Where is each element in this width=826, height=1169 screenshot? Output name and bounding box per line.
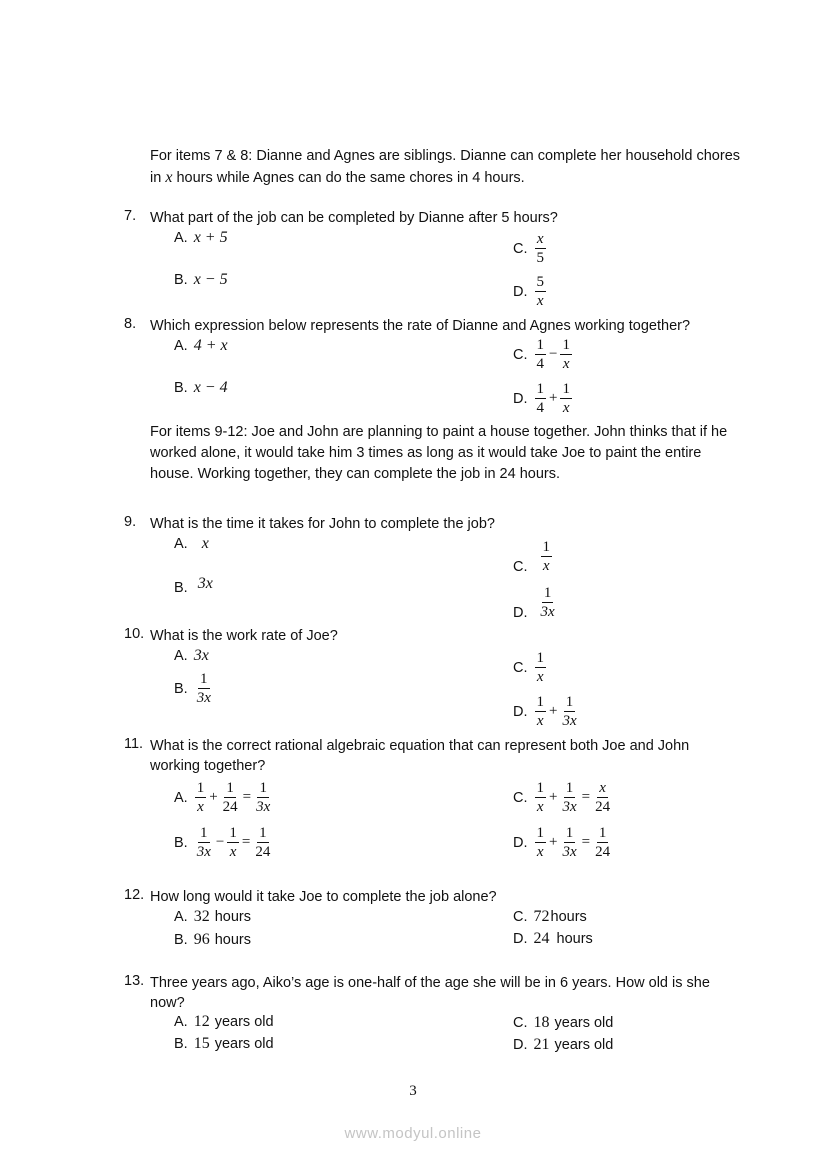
intro-text: For items 7 & 8: Dianne and Agnes are siblings. Dianne can complete her household chores in: [150, 148, 741, 186]
numerator: 1: [536, 381, 544, 397]
denominator: x: [229, 844, 237, 860]
question-number: 8.: [124, 316, 137, 332]
option-b[interactable]: [174, 824, 273, 861]
question-number: 9.: [124, 514, 137, 530]
question-text: How long would it take Joe to complete the job alone?: [150, 889, 497, 905]
fraction: [535, 273, 547, 310]
fraction: [560, 779, 578, 816]
denominator: x: [536, 293, 544, 309]
option-value: 24: [533, 930, 550, 947]
fraction: [593, 824, 612, 861]
option-label: D.: [513, 605, 528, 621]
equals-sign: =: [242, 789, 252, 805]
denominator: 24: [595, 799, 611, 815]
equals-sign: =: [581, 789, 591, 805]
plus-sign: +: [549, 834, 558, 850]
fraction: [539, 584, 557, 621]
option-unit: hours: [214, 932, 251, 948]
fraction: [227, 824, 239, 861]
option-b[interactable]: [174, 379, 228, 397]
fraction: [195, 670, 213, 707]
denominator: 4: [536, 400, 544, 416]
option-label: C.: [513, 789, 528, 806]
option-value: 21: [533, 1036, 550, 1053]
option-label: B.: [174, 680, 188, 697]
question-number: 11.: [124, 736, 144, 752]
question-text: What is the correct rational algebraic equation that can represent both Joe and John working together?: [150, 738, 690, 774]
variable-x: x: [165, 169, 173, 186]
option-label: D.: [513, 283, 528, 300]
numerator: 1: [536, 337, 544, 353]
option-label: A.: [174, 536, 188, 552]
denominator: 3x: [562, 799, 577, 815]
denominator: 24: [222, 799, 238, 815]
option-c[interactable]: [513, 649, 547, 686]
option-b[interactable]: [174, 271, 228, 289]
option-d[interactable]: [513, 273, 547, 310]
option-value: 12: [193, 1013, 210, 1030]
denominator: 3x: [196, 844, 211, 860]
option-label: B.: [174, 380, 188, 396]
numerator: 1: [565, 694, 574, 710]
numerator: 1: [536, 780, 544, 796]
option-c[interactable]: [513, 779, 613, 816]
option-a[interactable]: [174, 337, 228, 355]
instructions-items-9-12: For items 9-12: Joe and John are planning to paint a house together. John thinks that if he worked alone, it would take him 3 times as long as it would take Joe to paint the entire house. Working together, they can complete the job in 24 hours.: [150, 424, 728, 482]
option-label: A.: [174, 648, 188, 664]
question-text: What part of the job can be completed by Dianne after 5 hours?: [150, 210, 558, 226]
option-value: 15: [193, 1035, 210, 1052]
option-label: C.: [513, 659, 528, 676]
denominator: x: [536, 844, 544, 860]
denominator: x: [562, 400, 570, 416]
numerator: 1: [565, 825, 574, 841]
option-d[interactable]: [513, 693, 580, 730]
numerator: 1: [562, 381, 570, 397]
fraction: [195, 779, 207, 816]
option-a[interactable]: [174, 647, 209, 665]
page-number: 3: [409, 1083, 417, 1099]
option-label: B.: [174, 834, 188, 851]
fraction: [535, 693, 547, 730]
option-a[interactable]: [174, 908, 251, 926]
question-text: Three years ago, Aiko’s age is one-half of the age she will be in 6 years. How old is she now?: [150, 975, 710, 1011]
fraction: [560, 380, 572, 417]
option-b[interactable]: [174, 1035, 274, 1053]
fraction: [560, 824, 578, 861]
question-text: Which expression below represents the rate of Dianne and Agnes working together?: [150, 318, 691, 334]
denominator: 4: [536, 356, 544, 372]
instructions-items-7-8: [150, 146, 740, 189]
option-value: 96: [193, 931, 210, 948]
denominator: x: [542, 558, 550, 574]
option-expression: x − 5: [193, 271, 228, 288]
denominator: x: [536, 713, 544, 729]
option-label: A.: [174, 789, 188, 806]
option-label: D.: [513, 1037, 528, 1053]
numerator: 1: [536, 825, 544, 841]
option-label: B.: [174, 932, 188, 948]
option-unit: years old: [554, 1037, 614, 1053]
numerator: 1: [196, 780, 205, 796]
numerator: 1: [562, 337, 570, 353]
option-b[interactable]: [174, 670, 214, 707]
option-label: D.: [513, 703, 528, 720]
numerator: 1: [536, 694, 544, 710]
option-value: 72: [533, 908, 550, 925]
option-label: A.: [174, 1014, 188, 1030]
question-number: 12.: [124, 887, 145, 903]
numerator: 1: [598, 825, 607, 841]
fraction: [535, 649, 547, 686]
fraction: [560, 336, 572, 373]
fraction: [535, 824, 547, 861]
intro-text: hours while Agnes can do the same chores in 4 hours.: [172, 170, 525, 186]
numerator: x: [536, 231, 544, 247]
fraction: [254, 779, 272, 816]
option-d[interactable]: [513, 1036, 613, 1054]
option-label: D.: [513, 931, 528, 947]
fraction: [560, 693, 578, 730]
option-c[interactable]: [513, 230, 547, 267]
plus-sign: +: [209, 789, 218, 805]
denominator: x: [536, 669, 544, 685]
denominator: x: [562, 356, 570, 372]
option-unit: years old: [214, 1014, 274, 1030]
option-value: 32: [193, 908, 210, 925]
option-expression: 4 + x: [193, 337, 228, 354]
option-label: C.: [513, 346, 528, 363]
watermark: www.modyul.online: [344, 1125, 482, 1142]
question-number: 13.: [124, 973, 145, 989]
option-a[interactable]: [174, 535, 209, 553]
option-label: B.: [174, 580, 188, 596]
option-label: A.: [174, 909, 188, 925]
equals-sign: =: [581, 834, 591, 850]
option-unit: hours: [556, 931, 593, 947]
option-unit: years old: [554, 1015, 614, 1031]
option-c[interactable]: [513, 336, 573, 373]
fraction: [541, 538, 553, 575]
option-unit: hours: [550, 909, 587, 925]
denominator: x: [536, 799, 544, 815]
option-d[interactable]: [513, 824, 613, 861]
option-expression: x − 4: [193, 379, 228, 396]
fraction: [221, 779, 240, 816]
plus-sign: +: [549, 703, 558, 719]
option-expression: x: [201, 535, 209, 552]
numerator: 1: [259, 780, 267, 796]
option-unit: years old: [214, 1036, 274, 1052]
question-number: 7.: [124, 208, 137, 224]
option-c[interactable]: [513, 1014, 613, 1032]
option-c[interactable]: [513, 538, 553, 575]
option-label: C.: [513, 240, 528, 257]
question-text: What is the work rate of Joe?: [150, 628, 338, 644]
equals-sign: =: [241, 834, 251, 850]
numerator: 1: [200, 671, 208, 687]
minus-sign: −: [215, 834, 225, 850]
option-c[interactable]: [513, 908, 587, 926]
option-label: D.: [513, 390, 528, 407]
option-label: B.: [174, 1036, 188, 1052]
option-a[interactable]: [174, 229, 228, 247]
option-value: 18: [533, 1014, 550, 1031]
numerator: 1: [226, 780, 234, 796]
option-b[interactable]: [174, 575, 213, 597]
numerator: 1: [565, 780, 574, 796]
option-a[interactable]: [174, 1013, 274, 1031]
plus-sign: +: [549, 789, 558, 805]
denominator: 3x: [562, 713, 577, 729]
fraction: [535, 779, 547, 816]
question-text: What is the time it takes for John to complete the job?: [150, 516, 495, 532]
denominator: 24: [255, 844, 271, 860]
numerator: 1: [536, 650, 544, 666]
option-d[interactable]: [513, 930, 593, 948]
plus-sign: +: [549, 390, 558, 406]
fraction: [195, 824, 213, 861]
option-label: D.: [513, 834, 528, 851]
option-b[interactable]: [174, 931, 251, 949]
option-expression: x + 5: [193, 229, 228, 246]
minus-sign: −: [549, 346, 558, 362]
numerator: 1: [200, 825, 208, 841]
denominator: 3x: [540, 604, 555, 620]
option-label: C.: [513, 1015, 528, 1031]
fraction: [253, 824, 272, 861]
option-d[interactable]: [513, 584, 558, 621]
denominator: 5: [536, 250, 544, 266]
option-label: C.: [513, 559, 528, 575]
numerator: 1: [229, 825, 237, 841]
denominator: 3x: [562, 844, 577, 860]
option-expression: 3x: [193, 647, 209, 664]
numerator: 1: [542, 539, 550, 555]
numerator: 1: [259, 825, 267, 841]
fraction: [593, 779, 612, 816]
option-d[interactable]: [513, 380, 573, 417]
denominator: x: [197, 799, 204, 815]
option-a[interactable]: [174, 779, 273, 816]
numerator: x: [599, 780, 606, 796]
numerator: 1: [543, 585, 552, 601]
option-label: B.: [174, 272, 188, 288]
denominator: 3x: [256, 799, 271, 815]
fraction: [535, 336, 547, 373]
numerator: 5: [536, 274, 544, 290]
denominator: 3x: [196, 690, 211, 706]
option-label: A.: [174, 338, 188, 354]
fraction: [535, 230, 547, 267]
option-expression: 3x: [197, 575, 213, 592]
denominator: 24: [595, 844, 611, 860]
option-unit: hours: [214, 909, 251, 925]
fraction: [535, 380, 547, 417]
option-label: A.: [174, 230, 188, 246]
option-label: C.: [513, 909, 528, 925]
question-number: 10.: [124, 626, 145, 642]
